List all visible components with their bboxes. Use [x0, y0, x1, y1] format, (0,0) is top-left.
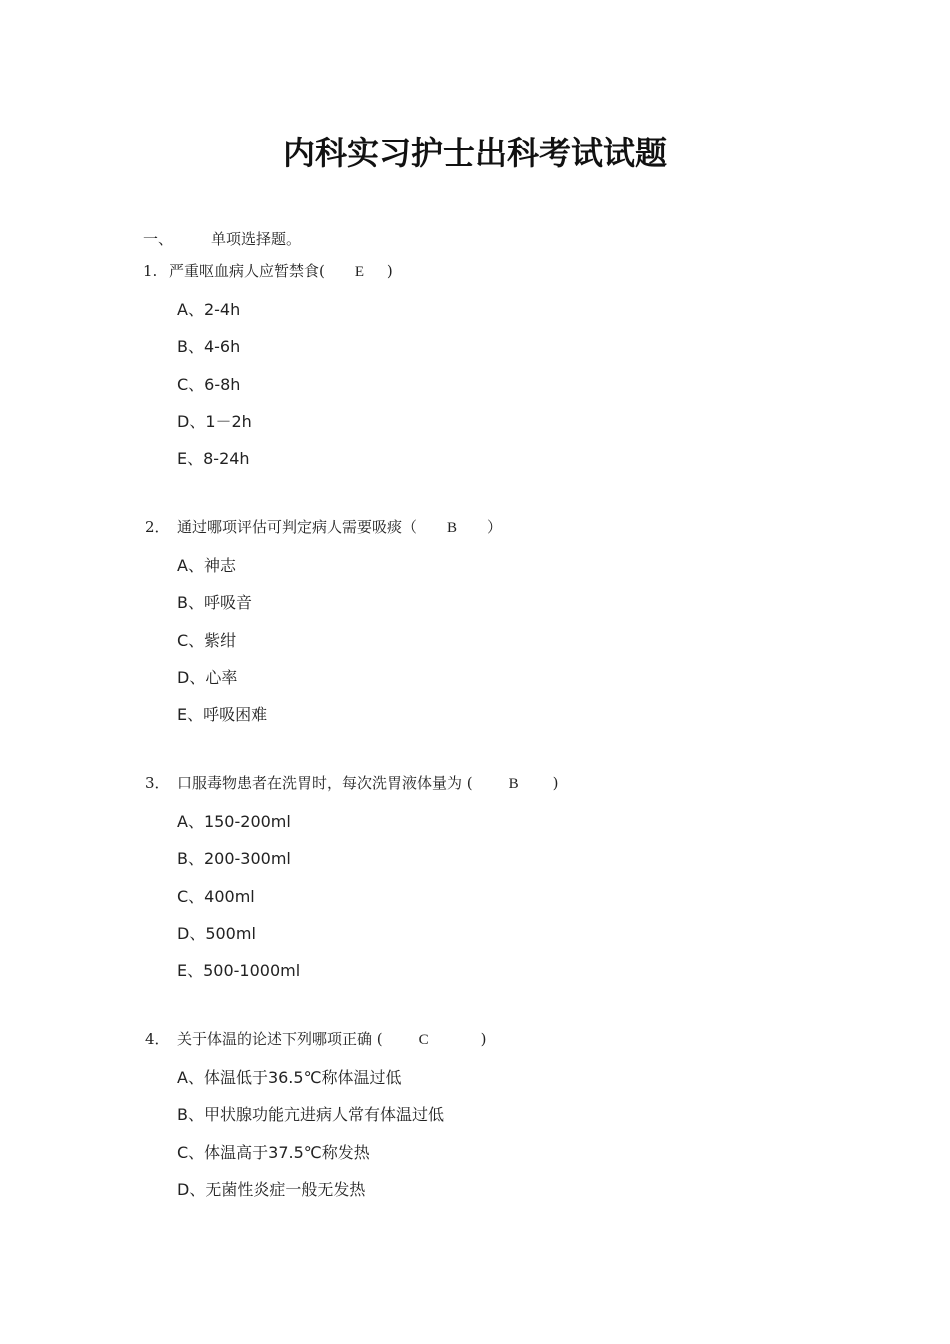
question-3-option-a: A、150-200ml — [177, 812, 291, 831]
question-number: 3． — [145, 774, 170, 792]
question-1-option-c: C、6-8h — [177, 375, 241, 394]
question-text: 口服毒物患者在洗胃时，每次洗胃液体量为 ( — [177, 774, 473, 792]
question-1-option-e: E、8-24h — [177, 449, 250, 468]
document-title: 内科实习护士出科考试试题 — [282, 134, 667, 172]
question-2-option-e: E、呼吸困难 — [177, 705, 268, 724]
question-text: 关于体温的论述下列哪项正确 ( — [177, 1030, 383, 1048]
question-3-option-e: E、500-1000ml — [177, 961, 301, 980]
question-2-option-c: C、紫绀 — [177, 631, 237, 650]
section-number: 一、 — [143, 230, 174, 248]
question-1-option-b: B、4-6h — [177, 337, 241, 356]
question-4-stem — [145, 1028, 486, 1049]
question-4-option-b: B、甲状腺功能亢进病人常有体温过低 — [177, 1105, 444, 1124]
section-heading — [143, 228, 301, 249]
question-3-option-b: B、200-300ml — [177, 849, 291, 868]
answer-letter: C — [418, 1032, 429, 1048]
question-1-option-d: D、1－2h — [177, 412, 252, 431]
question-number: 4． — [145, 1030, 170, 1048]
question-3-stem — [145, 772, 558, 793]
question-4-option-d: D、无菌性炎症一般无发热 — [177, 1180, 366, 1199]
question-close-paren: ) — [552, 774, 559, 792]
answer-letter: E — [354, 264, 365, 280]
question-number: 1. — [143, 262, 158, 280]
question-2-option-d: D、心率 — [177, 668, 238, 687]
question-2-stem — [145, 516, 502, 537]
question-text: 通过哪项评估可判定病人需要吸痰（ — [177, 518, 418, 536]
section-label: 单项选择题。 — [211, 230, 302, 248]
question-number: 2． — [145, 518, 170, 536]
question-1-option-a: A、2-4h — [177, 300, 241, 319]
question-2-option-b: B、呼吸音 — [177, 593, 252, 612]
question-4-option-a: A、体温低于36.5℃称体温过低 — [177, 1068, 402, 1087]
question-close-paren: ) — [386, 262, 393, 280]
question-3-option-d: D、500ml — [177, 924, 256, 943]
answer-letter: B — [447, 520, 458, 536]
question-close-paren: ） — [487, 518, 503, 536]
answer-letter: B — [508, 776, 519, 792]
question-4-option-c: C、体温高于37.5℃称发热 — [177, 1143, 370, 1162]
question-1-stem — [143, 260, 393, 281]
question-text: 严重呕血病人应暂禁食( — [169, 262, 325, 280]
question-3-option-c: C、400ml — [177, 887, 255, 906]
question-close-paren: ) — [480, 1030, 487, 1048]
question-2-option-a: A、神志 — [177, 556, 236, 575]
